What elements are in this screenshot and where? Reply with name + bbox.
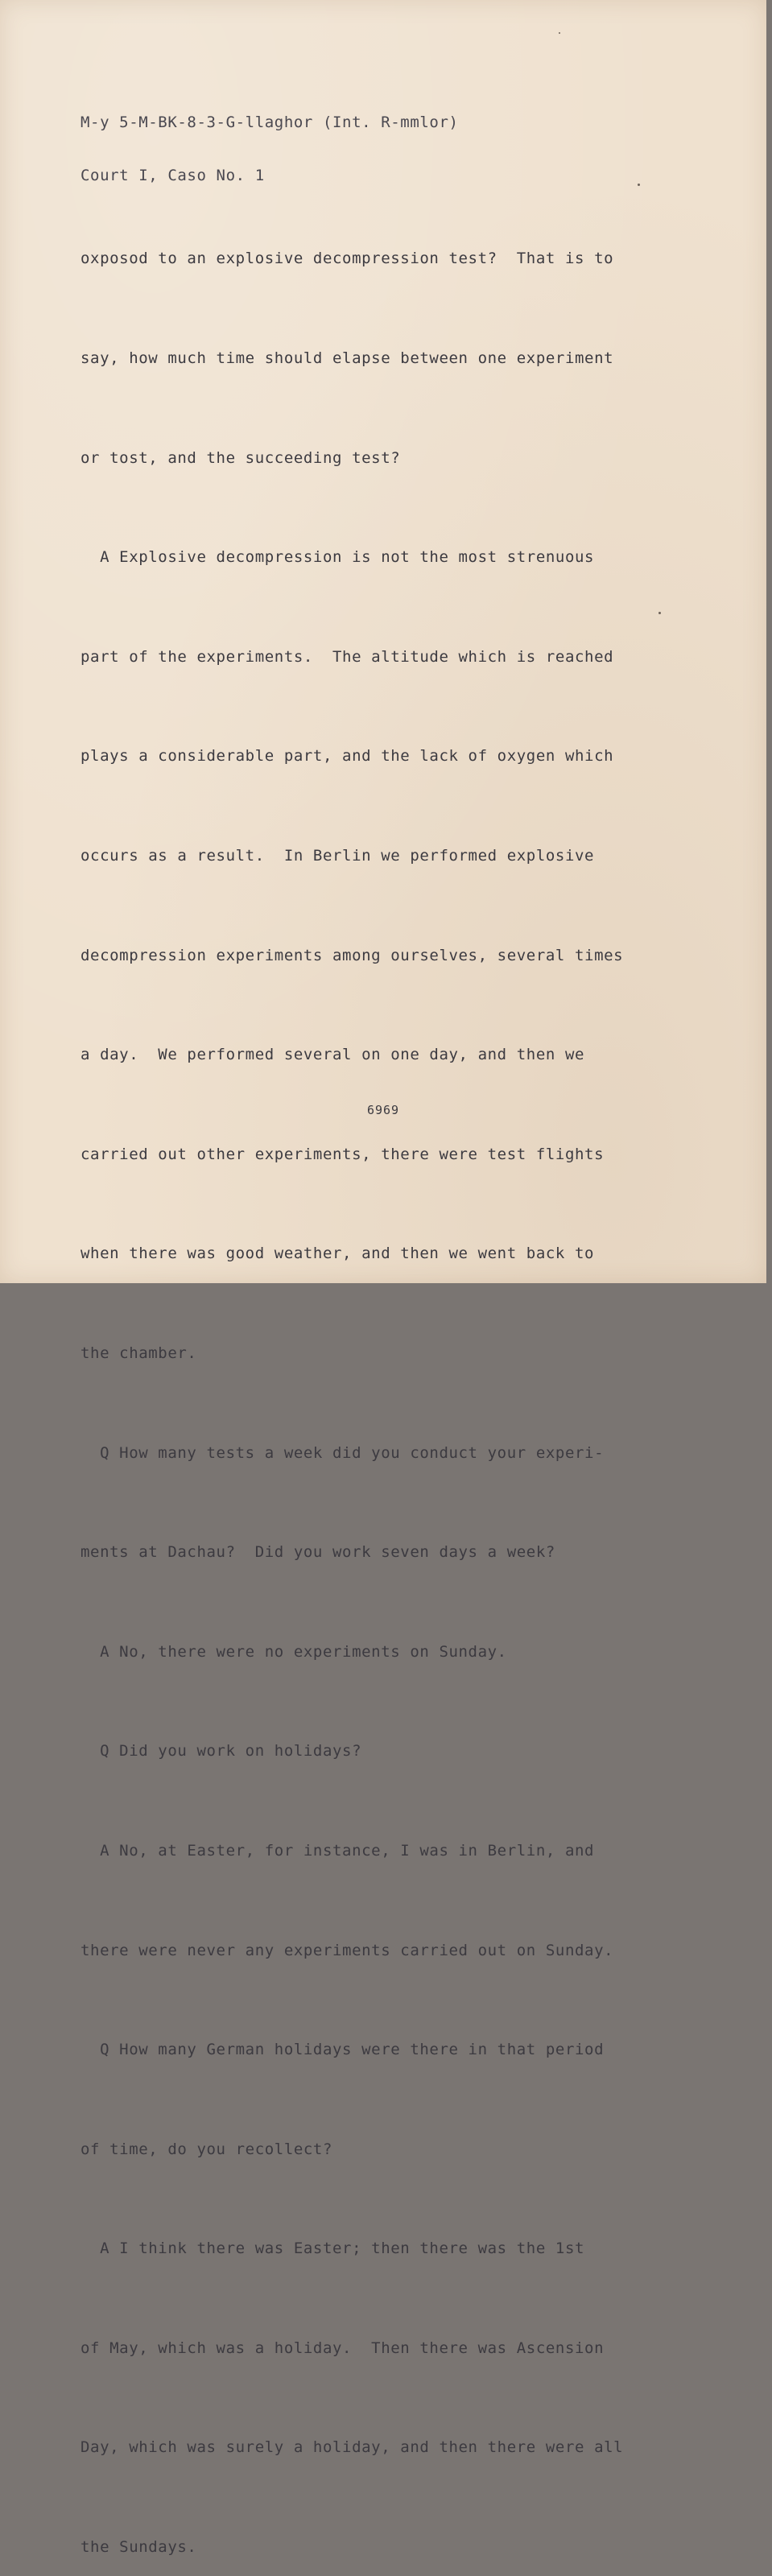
text-line: A No, there were no experiments on Sunday. xyxy=(81,1642,507,1661)
text-line: carried out other experiments, there were test flights xyxy=(81,1145,605,1163)
text-line: A No, at Easter, for instance, I was in Berlin, and xyxy=(81,1841,595,1860)
paper-speck xyxy=(658,612,661,614)
text-line: A I think there was Easter; then there was the 1st xyxy=(81,2240,585,2258)
text-line: part of the experiments. The altitude which is reached xyxy=(81,647,614,666)
text-line: or tost, and the succeeding test? xyxy=(81,448,401,467)
text-line: of time, do you recollect? xyxy=(81,2140,333,2158)
text-line: say, how much time should elapse between one experiment xyxy=(81,349,614,367)
text-line: Day, which was surely a holiday, and then there were all xyxy=(81,2438,624,2457)
text-line: a day. We performed several on one day, and then we xyxy=(81,1046,585,1064)
text-line: Q How many tests a week did you conduct your experi- xyxy=(81,1443,605,1462)
text-line: occurs as a result. In Berlin we performed explosive xyxy=(81,846,595,865)
page-number: 6969 xyxy=(366,1103,400,1117)
text-line: the Sundays. xyxy=(81,2538,197,2557)
text-line: of May, which was a holiday. Then there was Ascension xyxy=(81,2339,605,2357)
text-line: Q How many German holidays were there in that period xyxy=(81,2041,605,2059)
text-line: plays a considerable part, and the lack of oxygen which xyxy=(81,747,614,766)
text-line: there were never any experiments carried out on Sunday. xyxy=(81,1941,614,1959)
text-line: decompression experiments among ourselves, several times xyxy=(81,946,624,964)
text-line: when there was good weather, and then we went back to xyxy=(81,1245,595,1263)
text-line: Q Did you work on holidays? xyxy=(81,1742,362,1761)
text-line: A Explosive decompression is not the most strenuous xyxy=(81,548,595,567)
paper-speck xyxy=(559,32,560,34)
paper-speck xyxy=(638,184,640,186)
text-line: oxposod to an explosive decompression test? That is to xyxy=(81,250,614,268)
text-line: the chamber. xyxy=(81,1344,197,1362)
transcript-body xyxy=(81,176,623,2576)
text-line: ments at Dachau? Did you work seven days a week? xyxy=(81,1543,555,1562)
header-line-2: Court I, Caso No. 1 xyxy=(81,167,265,184)
header-line-1: M-y 5-M-BK-8-3-G-llaghor (Int. R-mmlor) xyxy=(81,114,459,131)
